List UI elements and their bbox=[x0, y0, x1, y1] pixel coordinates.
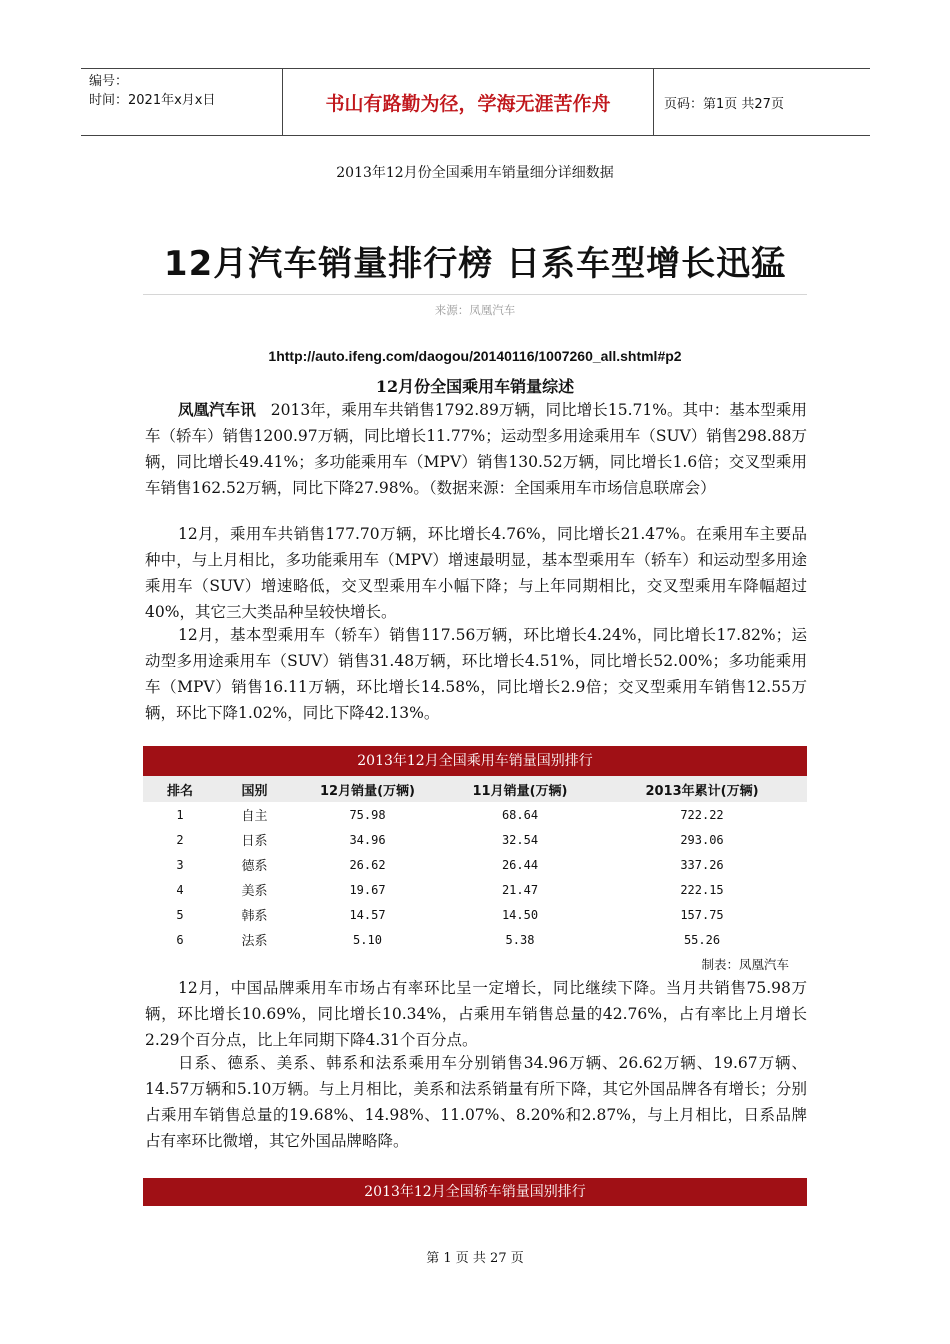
header-motto: 书山有路勤为径，学海无涯苦作舟 bbox=[282, 69, 654, 135]
section-heading: 12月份全国乘用车销量综述 bbox=[375, 377, 575, 396]
title-divider bbox=[143, 294, 807, 295]
table-row bbox=[143, 852, 807, 877]
lead-bold: 凤凰汽车讯 bbox=[178, 401, 256, 419]
column-header: 国别 bbox=[217, 776, 292, 802]
serial-label: 编号： bbox=[89, 74, 129, 89]
ytd-sales-cell: 55.26 bbox=[683, 932, 721, 947]
country-cell: 日系 bbox=[241, 834, 268, 849]
country-cell: 法系 bbox=[241, 934, 268, 949]
country-cell: 自主 bbox=[241, 809, 268, 824]
ytd-sales-cell: 157.75 bbox=[680, 907, 724, 922]
rank-cell: 3 bbox=[176, 857, 184, 872]
ytd-sales-cell: 722.22 bbox=[680, 807, 724, 822]
dec-sales-cell: 75.98 bbox=[349, 807, 386, 822]
table2-title: 2013年12月全国轿车销量国别排行 bbox=[143, 1178, 807, 1206]
dec-sales-cell: 19.67 bbox=[349, 882, 386, 897]
table-header-row bbox=[143, 776, 807, 802]
table-row bbox=[143, 927, 807, 952]
column-header: 11月销量(万辆) bbox=[443, 776, 597, 802]
paragraph-1 bbox=[145, 397, 807, 501]
dec-sales-cell: 14.57 bbox=[349, 907, 386, 922]
article-title: 12月汽车销量排行榜 日系车型增长迅猛 bbox=[163, 244, 787, 284]
dec-sales-cell: 26.62 bbox=[349, 857, 386, 872]
rank-cell: 6 bbox=[176, 932, 184, 947]
nov-sales-cell: 14.50 bbox=[501, 907, 539, 922]
dec-sales-cell: 34.96 bbox=[349, 832, 386, 847]
date-label: 时间：2021年x月x日 bbox=[89, 93, 216, 108]
paragraph-5: 日系、德系、美系、韩系和法系乘用车分别销售34.96万辆、26.62万辆、19.67万辆、14.57万辆和5.10万辆。与上月相比，美系和法系销量有所下降，其它外国品牌各有增长；分别占乘用车销售总量的19.68%、14.98%、11.07%、8.20%和2.87%，与上月相比，日系品牌占有率环比微增，其它外国品牌略降。 bbox=[145, 1054, 807, 1150]
paragraph-1-text: 2013年，乘用车共销售1792.89万辆，同比增长15.71%。其中：基本型乘用车（轿车）销售1200.97万辆，同比增长11.77%；运动型多用途乘用车（SUV）销售298.88万辆，同比增长49.41%；多功能乘用车（MPV）销售130.52万辆，同比增长1.6倍；交叉型乘用车销售162.52万辆，同比下降27.98%。（数据来源：全国乘用车市场信息联席会） bbox=[145, 401, 807, 497]
table-row bbox=[143, 902, 807, 927]
table1-title: 2013年12月全国乘用车销量国别排行 bbox=[143, 746, 807, 776]
country-cell: 韩系 bbox=[241, 909, 268, 924]
nov-sales-cell: 32.54 bbox=[501, 832, 539, 847]
rank-cell: 4 bbox=[176, 882, 184, 897]
nov-sales-cell: 68.64 bbox=[501, 807, 539, 822]
dec-sales-cell: 5.10 bbox=[353, 932, 382, 947]
page-footer: 第 1 页 共 27 页 bbox=[426, 1251, 524, 1266]
paragraph-3: 12月，基本型乘用车（轿车）销售117.56万辆，环比增长4.24%，同比增长17.82%；运动型多用途乘用车（SUV）销售31.48万辆，环比增长4.51%，同比增长52.00%；多功能乘用车（MPV）销售16.11万辆，环比增长14.58%，同比增长2.9倍；交叉型乘用车销售12.55万辆，环比下降1.02%，同比下降42.13%。 bbox=[145, 626, 807, 722]
rank-cell: 2 bbox=[176, 832, 184, 847]
paragraph-2: 12月，乘用车共销售177.70万辆，环比增长4.76%，同比增长21.47%。在乘用车主要品种中，与上月相比，多功能乘用车（MPV）增速最明显，基本型乘用车（轿车）和运动型多用途乘用车（SUV）增速略低，交叉型乘用车小幅下降；与上年同期相比，交叉型乘用车降幅超过40%，其它三大类品种呈较快增长。 bbox=[145, 525, 807, 621]
country-ranking-table bbox=[143, 776, 807, 952]
header-meta bbox=[81, 69, 282, 135]
table-row bbox=[143, 877, 807, 902]
table-row bbox=[143, 802, 807, 827]
header-page-label: 页码：第1页 共27页 bbox=[664, 96, 784, 112]
nov-sales-cell: 21.47 bbox=[501, 882, 539, 897]
column-header: 12月销量(万辆) bbox=[292, 776, 443, 802]
page-header bbox=[81, 68, 870, 136]
nov-sales-cell: 26.44 bbox=[501, 857, 539, 872]
ytd-sales-cell: 293.06 bbox=[680, 832, 724, 847]
nov-sales-cell: 5.38 bbox=[505, 932, 535, 947]
paragraph-4: 12月，中国品牌乘用车市场占有率环比呈一定增长，同比继续下降。当月共销售75.98万辆，环比增长10.69%，同比增长10.34%，占乘用车销售总量的42.76%，占有率比上月增长2.29个百分点，比上年同期下降4.31个百分点。 bbox=[145, 979, 807, 1049]
column-header: 2013年累计(万辆) bbox=[597, 776, 807, 802]
country-cell: 美系 bbox=[241, 884, 268, 899]
article-url[interactable]: 1http://auto.ifeng.com/daogou/20140116/1007260_all.shtml#p2 bbox=[268, 348, 682, 364]
rank-cell: 5 bbox=[176, 907, 184, 922]
document-title: 2013年12月份全国乘用车销量细分详细数据 bbox=[336, 165, 614, 181]
country-cell: 德系 bbox=[241, 859, 268, 874]
ytd-sales-cell: 222.15 bbox=[680, 882, 724, 897]
table-row bbox=[143, 827, 807, 852]
ytd-sales-cell: 337.26 bbox=[680, 857, 724, 872]
rank-cell: 1 bbox=[176, 807, 184, 822]
column-header: 排名 bbox=[143, 776, 217, 802]
article-source: 来源：凤凰汽车 bbox=[434, 303, 516, 317]
table-note: 制表：凤凰汽车 bbox=[701, 957, 789, 972]
